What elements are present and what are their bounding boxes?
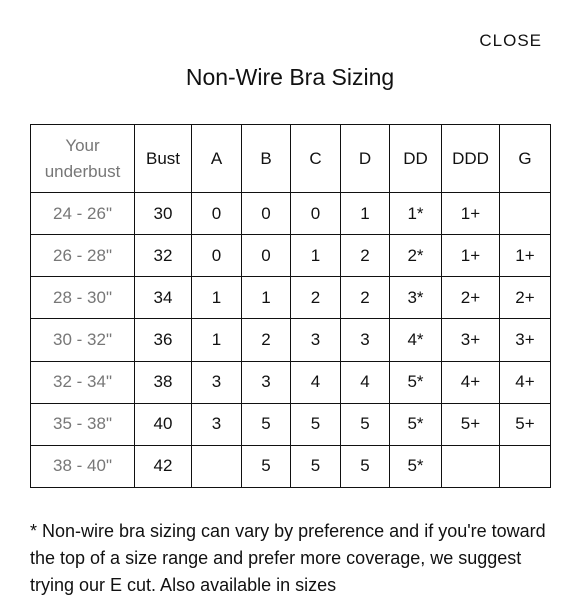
cell-ddd: 2+	[442, 277, 500, 319]
cell-underbust: 28 - 30"	[31, 277, 135, 319]
cell-g: 2+	[500, 277, 551, 319]
cell-c: 2	[291, 277, 341, 319]
cell-bust: 34	[135, 277, 192, 319]
cell-c: 4	[291, 361, 341, 403]
header-cell-dd: DD	[390, 125, 442, 193]
cell-d: 4	[341, 361, 390, 403]
cell-b: 0	[242, 235, 291, 277]
cell-g: 4+	[500, 361, 551, 403]
table-row	[31, 361, 551, 403]
header-cell-a: A	[192, 125, 242, 193]
table-row	[31, 403, 551, 445]
header-cell-ddd: DDD	[442, 125, 500, 193]
header-cell-g: G	[500, 125, 551, 193]
cell-b: 2	[242, 319, 291, 361]
size-chart-table	[30, 124, 551, 488]
cell-d: 5	[341, 445, 390, 487]
cell-bust: 30	[135, 193, 192, 235]
cell-d: 2	[341, 235, 390, 277]
cell-dd: 3*	[390, 277, 442, 319]
table-row	[31, 193, 551, 235]
cell-ddd: 5+	[442, 403, 500, 445]
cell-bust: 32	[135, 235, 192, 277]
cell-underbust: 24 - 26"	[31, 193, 135, 235]
cell-g: 1+	[500, 235, 551, 277]
close-button[interactable]: CLOSE	[479, 31, 542, 50]
cell-underbust: 30 - 32"	[31, 319, 135, 361]
cell-a: 1	[192, 319, 242, 361]
cell-bust: 36	[135, 319, 192, 361]
cell-underbust: 26 - 28"	[31, 235, 135, 277]
cell-dd: 4*	[390, 319, 442, 361]
cell-b: 0	[242, 193, 291, 235]
table-row	[31, 235, 551, 277]
cell-a: 3	[192, 361, 242, 403]
table-header-row	[31, 125, 551, 193]
cell-b: 3	[242, 361, 291, 403]
cell-d: 5	[341, 403, 390, 445]
cell-bust: 40	[135, 403, 192, 445]
cell-b: 1	[242, 277, 291, 319]
header-cell-underbust: Your underbust	[31, 125, 135, 193]
cell-ddd: 1+	[442, 235, 500, 277]
cell-dd: 5*	[390, 403, 442, 445]
cell-g	[500, 193, 551, 235]
cell-b: 5	[242, 403, 291, 445]
cell-a: 0	[192, 235, 242, 277]
cell-underbust: 38 - 40"	[31, 445, 135, 487]
cell-d: 3	[341, 319, 390, 361]
cell-b: 5	[242, 445, 291, 487]
cell-underbust: 32 - 34"	[31, 361, 135, 403]
cell-ddd	[442, 445, 500, 487]
cell-dd: 5*	[390, 361, 442, 403]
cell-a: 0	[192, 193, 242, 235]
table-row	[31, 319, 551, 361]
cell-dd: 5*	[390, 445, 442, 487]
cell-c: 0	[291, 193, 341, 235]
cell-a: 1	[192, 277, 242, 319]
cell-c: 1	[291, 235, 341, 277]
cell-ddd: 3+	[442, 319, 500, 361]
header-cell-d: D	[341, 125, 390, 193]
table-row	[31, 277, 551, 319]
cell-g: 5+	[500, 403, 551, 445]
table-row	[31, 445, 551, 487]
header-cell-bust: Bust	[135, 125, 192, 193]
page-title: Non-Wire Bra Sizing	[185, 64, 395, 90]
cell-d: 2	[341, 277, 390, 319]
cell-c: 5	[291, 403, 341, 445]
header-cell-b: B	[242, 125, 291, 193]
cell-dd: 1*	[390, 193, 442, 235]
cell-c: 3	[291, 319, 341, 361]
cell-underbust: 35 - 38"	[31, 403, 135, 445]
cell-a	[192, 445, 242, 487]
sizing-footnote: * Non-wire bra sizing can vary by preference and if you're toward the top of a size range and prefer more coverage, we suggest trying our E cut. Also available in sizes	[30, 521, 546, 595]
cell-g: 3+	[500, 319, 551, 361]
header-cell-c: C	[291, 125, 341, 193]
cell-g	[500, 445, 551, 487]
cell-c: 5	[291, 445, 341, 487]
cell-a: 3	[192, 403, 242, 445]
cell-ddd: 1+	[442, 193, 500, 235]
cell-bust: 42	[135, 445, 192, 487]
cell-bust: 38	[135, 361, 192, 403]
cell-d: 1	[341, 193, 390, 235]
cell-ddd: 4+	[442, 361, 500, 403]
cell-dd: 2*	[390, 235, 442, 277]
